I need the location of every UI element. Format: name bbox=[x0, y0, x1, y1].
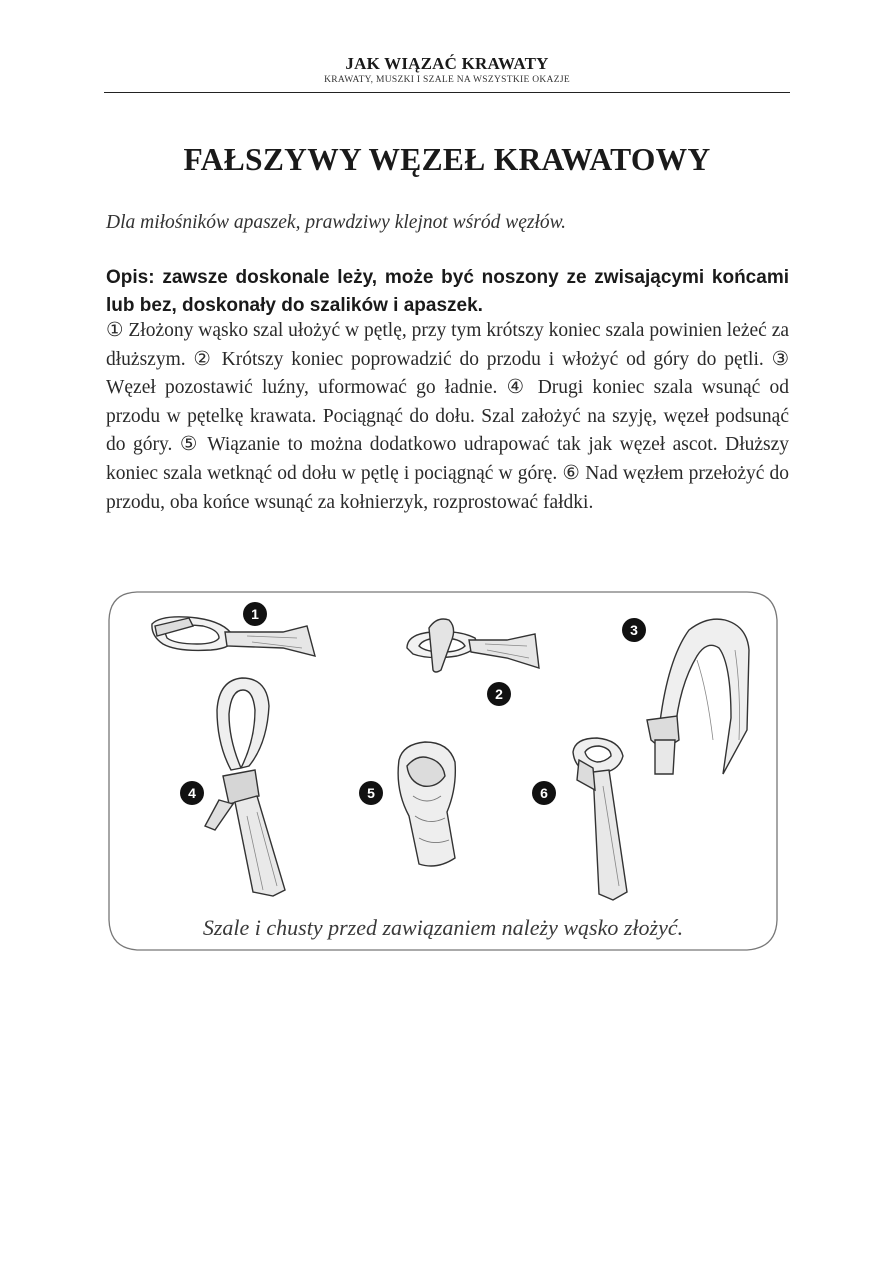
page-title: FAŁSZYWY WĘZEŁ KRAWATOWY bbox=[183, 142, 711, 177]
illustration-panel bbox=[107, 590, 779, 952]
header-rule bbox=[104, 92, 790, 93]
step-4-badge-label: 4 bbox=[188, 785, 196, 801]
step-6-badge-label: 6 bbox=[540, 785, 548, 801]
description: Opis: zawsze doskonale leży, może być noszony ze zwisającymi końcami lub bez, doskonały do szalików i apaszek. bbox=[106, 267, 789, 316]
book-subtitle: KRAWATY, MUSZKI I SZALE NA WSZYSTKIE OKAZJE bbox=[324, 75, 570, 85]
step-4-number: ④ bbox=[506, 377, 529, 399]
step-5-number: ⑤ bbox=[179, 434, 201, 456]
step-1-badge-label: 1 bbox=[251, 606, 259, 622]
knot-illustrations bbox=[107, 590, 779, 952]
running-header bbox=[104, 54, 790, 86]
step-5-badge-label: 5 bbox=[367, 785, 375, 801]
step-5-text: Wiązanie to można dodatkowo udrapować tak jak węzeł ascot. Dłuższy koniec szala wetknąć od dołu w pętlę i pociągnąć w górę. bbox=[106, 434, 790, 484]
steps-paragraph bbox=[106, 317, 789, 517]
step-3-number: ③ bbox=[771, 348, 790, 370]
step-1-illustration bbox=[152, 617, 315, 656]
figure-caption: Szale i chusty przed zawiązaniem należy wąsko złożyć. bbox=[202, 915, 684, 940]
step-5-badge bbox=[359, 781, 383, 805]
step-2-number: ② bbox=[193, 348, 214, 370]
step-3-badge bbox=[622, 618, 646, 642]
book-title: JAK WIĄZAĆ KRAWATY bbox=[345, 54, 549, 73]
step-2-illustration bbox=[407, 619, 539, 672]
step-3-illustration bbox=[647, 619, 749, 774]
step-6-number: ⑥ bbox=[562, 462, 581, 484]
intro-line: Dla miłośników apaszek, prawdziwy klejnot wśród węzłów. bbox=[106, 212, 567, 233]
step-6-illustration bbox=[573, 738, 627, 900]
step-4-badge bbox=[180, 781, 204, 805]
step-4-illustration bbox=[205, 678, 285, 896]
step-6-text: Nad węzłem przełożyć do przodu, oba końce wsunąć za kołnierzyk, rozprostować fałdki. bbox=[106, 462, 790, 513]
step-6-badge bbox=[532, 781, 556, 805]
step-1-badge bbox=[243, 602, 267, 626]
step-1-number: ① bbox=[106, 320, 124, 341]
step-2 bbox=[193, 349, 763, 370]
step-1-text: Złożony wąsko szal ułożyć w pętlę, przy tym krótszy koniec szala powinien leżeć za dłuższym. bbox=[106, 320, 790, 370]
step-2-badge bbox=[487, 682, 511, 706]
step-3-text: Węzeł pozostawić luźny, uformować go ładnie. bbox=[106, 377, 498, 399]
step-3-badge-label: 3 bbox=[630, 622, 638, 638]
step-2-text: Krótszy koniec poprowadzić do przodu i włożyć od góry do pętli. bbox=[221, 348, 764, 370]
step-4-text: Drugi koniec szala wsunąć od przodu w pętelkę krawata. Pociągnąć do dołu. Szal założyć na szyję, węzeł podsunąć do góry. bbox=[106, 377, 790, 456]
step-2-badge-label: 2 bbox=[495, 686, 503, 702]
step-5-illustration bbox=[398, 742, 455, 866]
